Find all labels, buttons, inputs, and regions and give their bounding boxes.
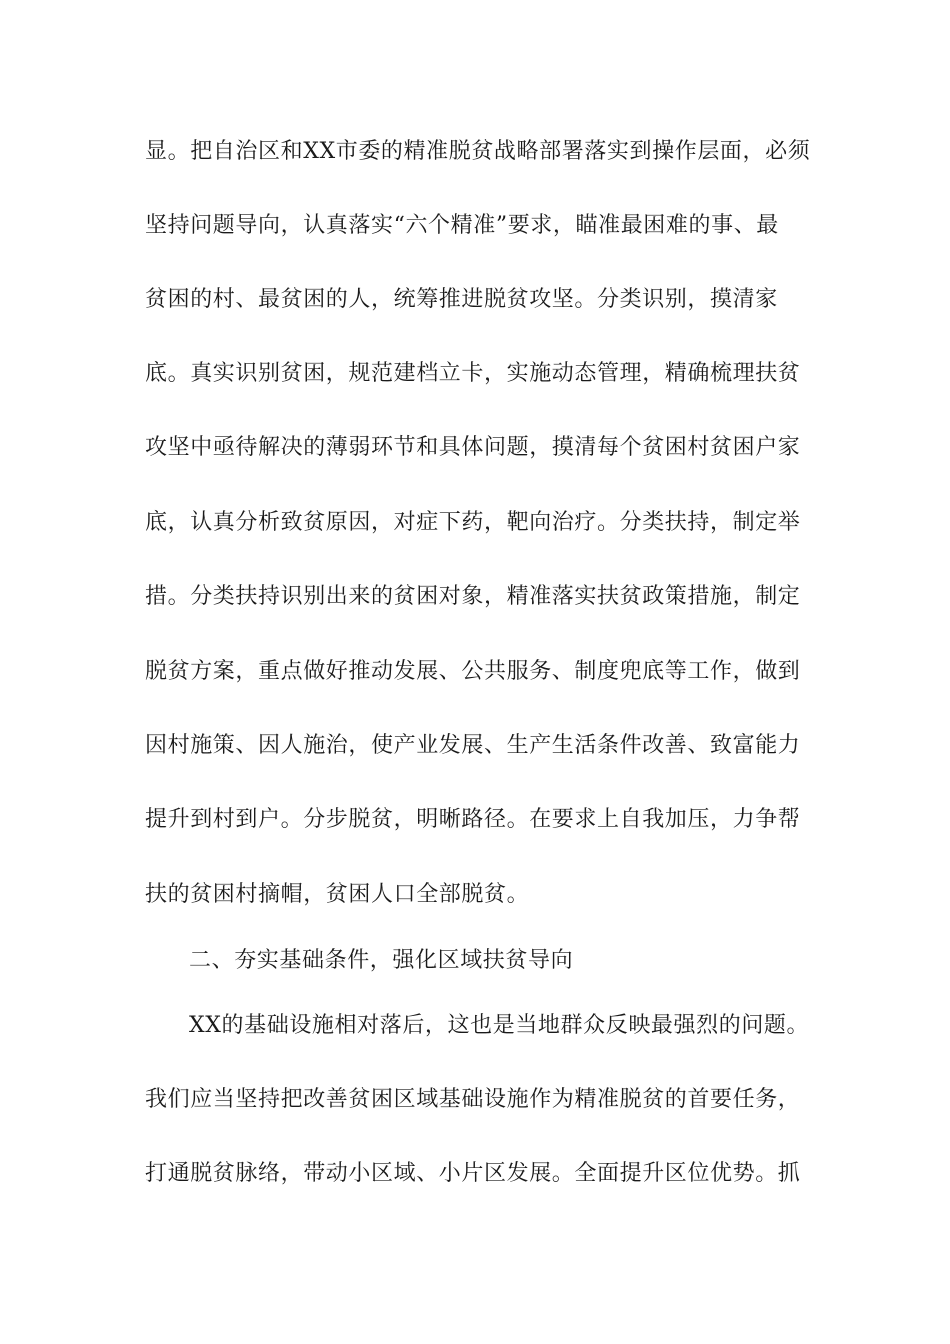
text-line: 扶的贫困村摘帽，贫困人口全部脱贫。: [145, 882, 530, 907]
text-line: 措。分类扶持识别出来的贫困对象，精准落实扶贫政策措施，制定: [145, 584, 801, 609]
text-line: 攻坚中亟待解决的薄弱环节和具体问题，摸清每个贫困村贫困户家: [145, 435, 801, 460]
text-line: 底。真实识别贫困，规范建档立卡，实施动态管理，精确梳理扶贫: [145, 361, 801, 386]
text-line: 脱贫方案，重点做好推动发展、公共服务、制度兜底等工作，做到: [145, 659, 801, 684]
text-line: 我们应当坚持把改善贫困区域基础设施作为精准脱贫的首要任务，: [145, 1087, 801, 1112]
text-line: 贫困的村、最贫困的人，统筹推进脱贫攻坚。分类识别，摸清家: [145, 287, 778, 312]
text-line: 因村施策、因人施治，使产业发展、生产生活条件改善、致富能力: [145, 733, 801, 758]
section-heading: 二、夯实基础条件，强化区域扶贫导向: [189, 948, 574, 973]
text-line: XX的基础设施相对落后，这也是当地群众反映最强烈的问题。: [189, 1013, 810, 1038]
text-line: 显。把自治区和XX市委的精准脱贫战略部署落实到操作层面，必须: [145, 139, 811, 164]
text-line: 打通脱贫脉络，带动小区域、小片区发展。全面提升区位优势。抓: [145, 1161, 801, 1186]
text-line: 提升到村到户。分步脱贫，明晰路径。在要求上自我加压，力争帮: [145, 807, 801, 832]
text-line: 坚持问题导向，认真落实“六个精准”要求，瞄准最困难的事、最: [145, 213, 779, 238]
text-line: 底，认真分析致贫原因，对症下药，靶向治疗。分类扶持，制定举: [145, 510, 801, 535]
